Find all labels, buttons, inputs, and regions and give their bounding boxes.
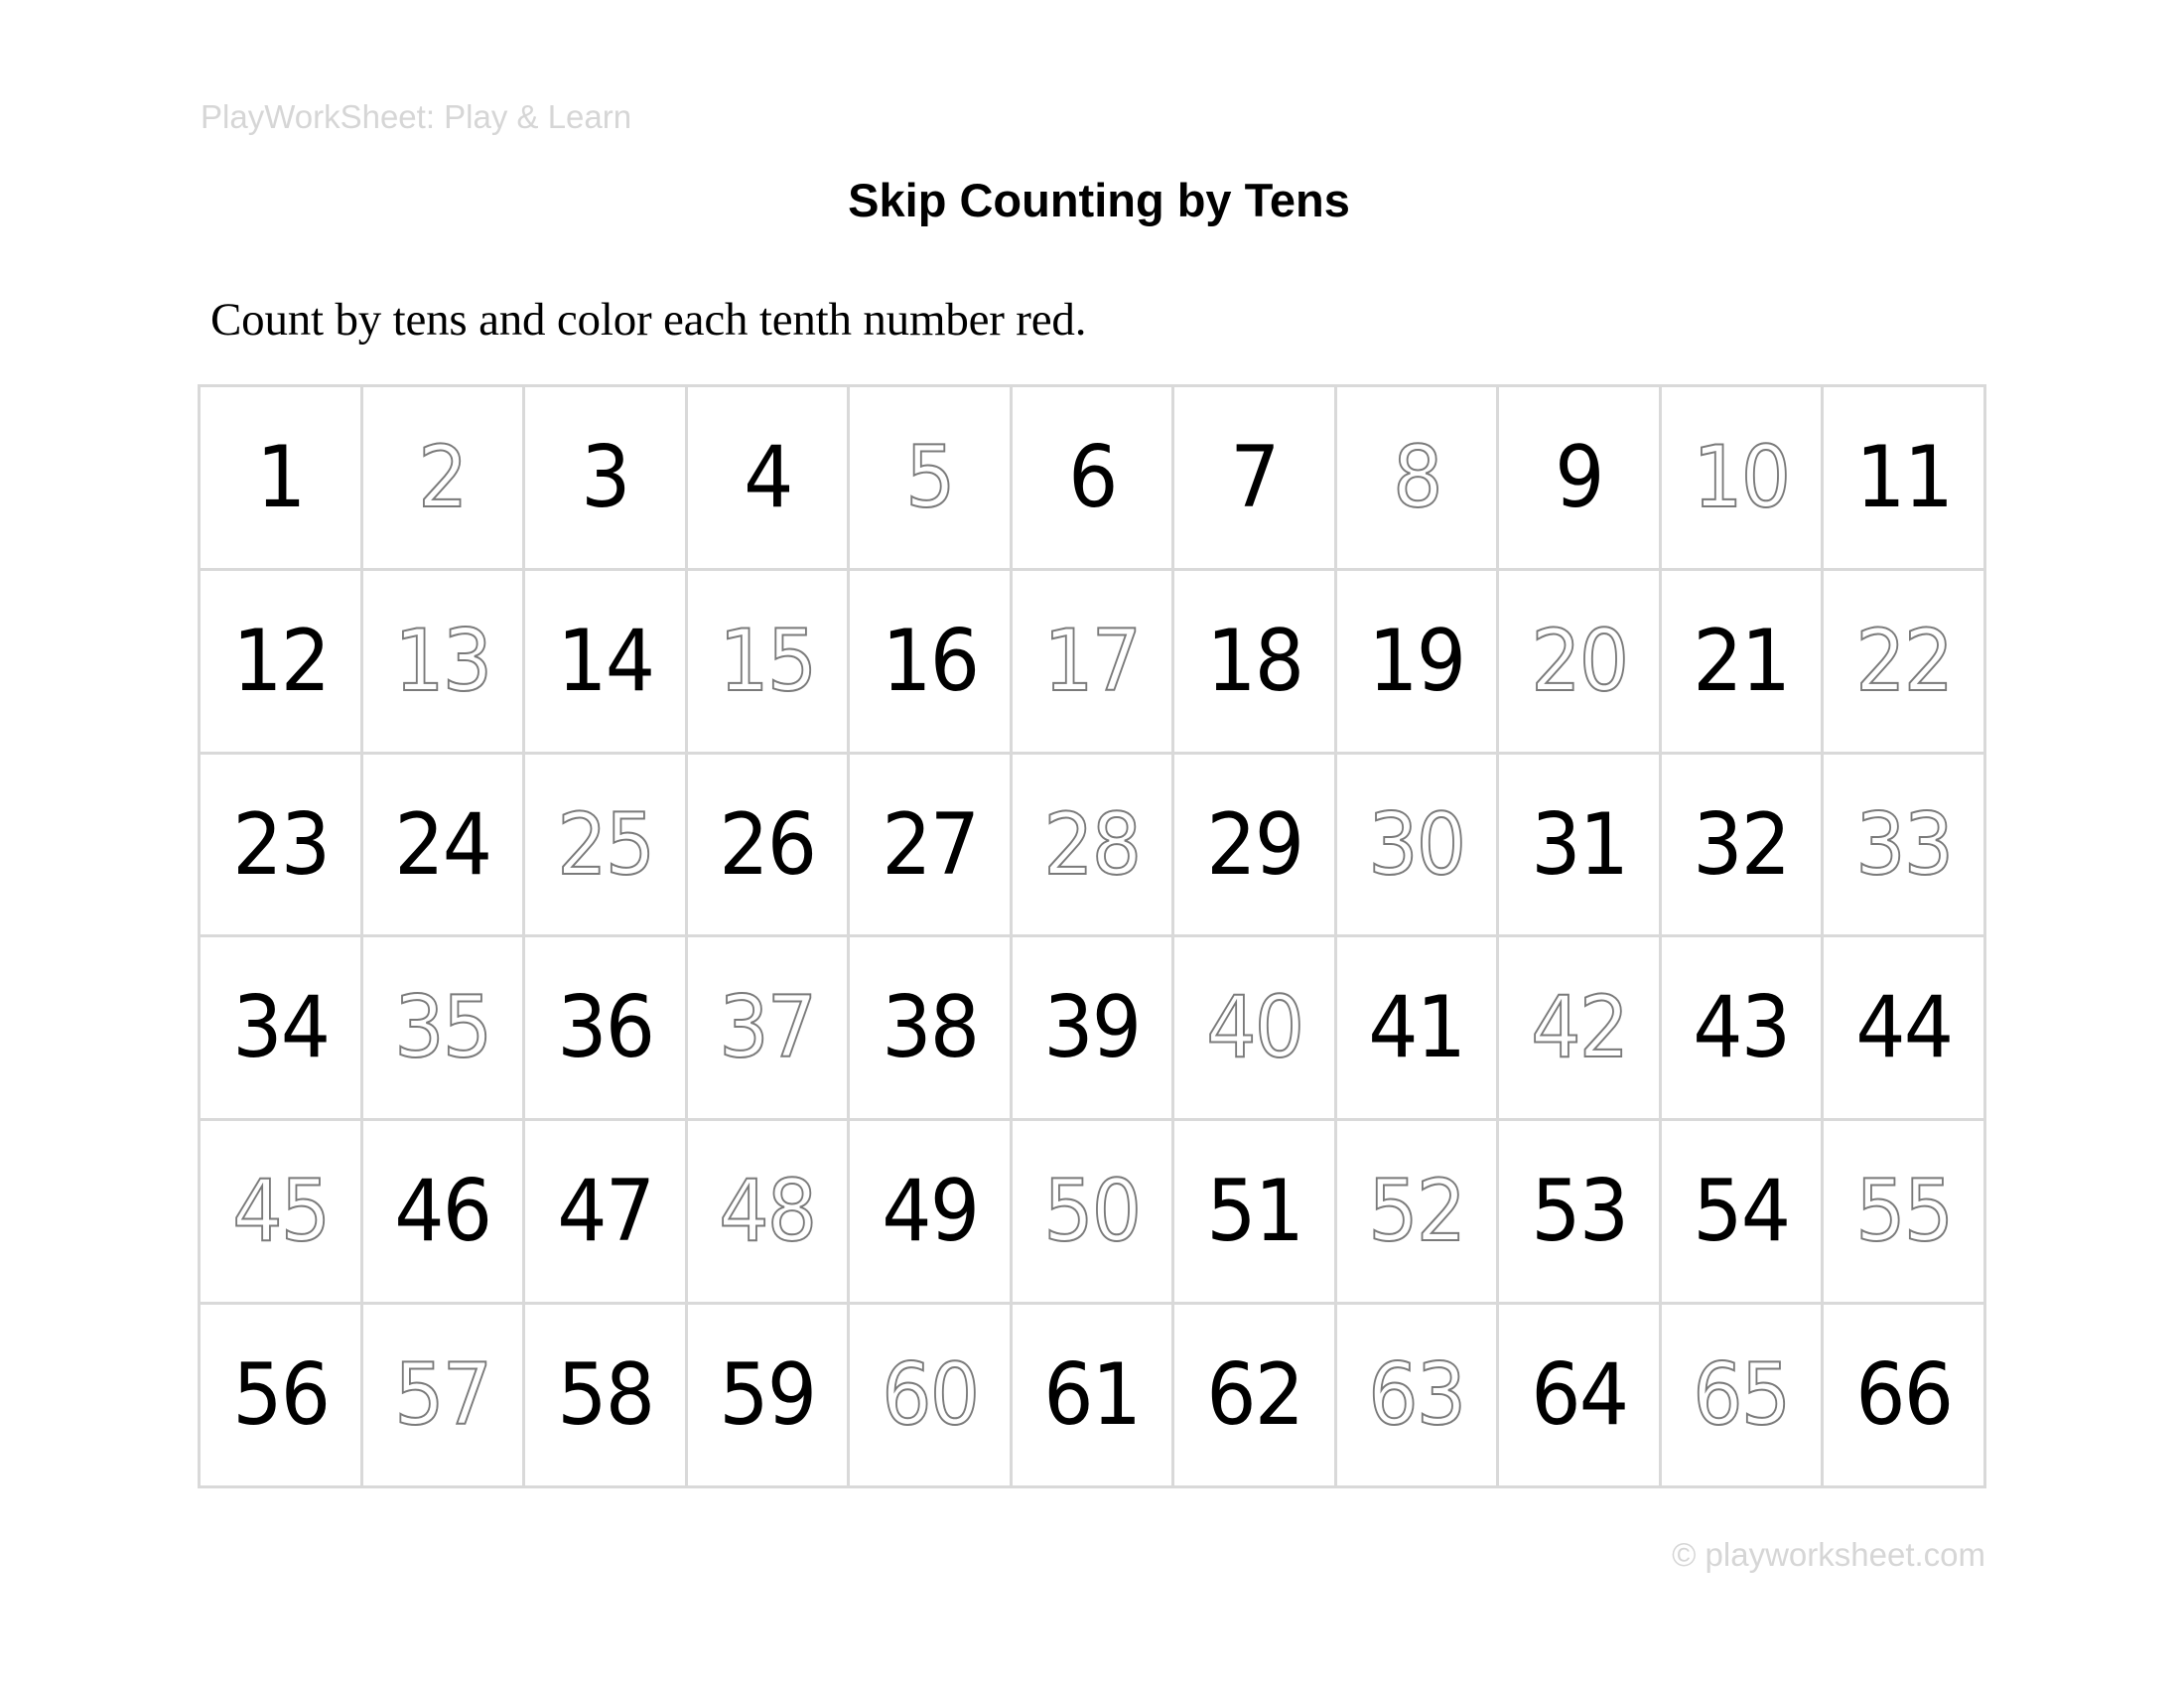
solid-number: 46 [394, 1162, 491, 1262]
number-cell[interactable] [201, 755, 363, 938]
solid-number: 14 [556, 611, 653, 711]
number-cell[interactable] [1013, 571, 1175, 755]
number-cell[interactable] [1662, 937, 1825, 1121]
outline-number: 50 [1043, 1162, 1141, 1262]
solid-number: 27 [881, 794, 978, 895]
outline-number: 25 [556, 794, 653, 895]
outline-number: 5 [905, 427, 954, 527]
number-cell[interactable] [363, 755, 526, 938]
solid-number: 49 [881, 1162, 978, 1262]
page-title: Skip Counting by Tens [848, 174, 1350, 226]
number-cell[interactable] [850, 755, 1013, 938]
number-cell[interactable] [1499, 571, 1662, 755]
solid-number: 47 [556, 1162, 653, 1262]
outline-number: 10 [1693, 427, 1790, 527]
outline-number: 33 [1855, 794, 1953, 895]
number-cell[interactable] [201, 1305, 363, 1488]
outline-number: 30 [1368, 794, 1465, 895]
solid-number: 32 [1693, 794, 1790, 895]
solid-number: 24 [394, 794, 491, 895]
solid-number: 6 [1067, 427, 1117, 527]
solid-number: 51 [1206, 1162, 1303, 1262]
number-cell[interactable] [363, 1305, 526, 1488]
solid-number: 41 [1368, 978, 1465, 1078]
number-cell[interactable] [688, 1305, 851, 1488]
number-cell[interactable] [1013, 1121, 1175, 1305]
outline-number: 8 [1392, 427, 1441, 527]
number-cell[interactable] [1174, 1305, 1337, 1488]
solid-number: 1 [256, 427, 305, 527]
outline-number: 20 [1531, 611, 1628, 711]
solid-number: 23 [231, 794, 329, 895]
outline-number: 45 [231, 1162, 329, 1262]
number-grid [198, 384, 1986, 1488]
outline-number: 52 [1368, 1162, 1465, 1262]
solid-number: 31 [1531, 794, 1628, 895]
number-cell[interactable] [850, 1305, 1013, 1488]
solid-number: 21 [1693, 611, 1790, 711]
number-cell[interactable] [688, 755, 851, 938]
solid-number: 4 [743, 427, 792, 527]
outline-number: 22 [1855, 611, 1953, 711]
brand-header: PlayWorkSheet: Play & Learn [201, 98, 632, 135]
number-cell[interactable] [525, 755, 688, 938]
number-cell[interactable] [1499, 387, 1662, 571]
outline-number: 42 [1531, 978, 1628, 1078]
solid-number: 18 [1206, 611, 1303, 711]
number-cell[interactable] [1824, 1305, 1986, 1488]
solid-number: 43 [1693, 978, 1790, 1078]
outline-number: 40 [1206, 978, 1303, 1078]
solid-number: 61 [1043, 1345, 1141, 1446]
solid-number: 54 [1693, 1162, 1790, 1262]
solid-number: 19 [1368, 611, 1465, 711]
number-cell[interactable] [363, 571, 526, 755]
number-cell[interactable] [1337, 571, 1500, 755]
number-cell[interactable] [1013, 755, 1175, 938]
number-cell[interactable] [1174, 387, 1337, 571]
solid-number: 9 [1555, 427, 1603, 527]
outline-number: 2 [418, 427, 468, 527]
number-cell[interactable] [1174, 937, 1337, 1121]
number-cell[interactable] [1662, 1121, 1825, 1305]
instructions: Count by tens and color each tenth number red. [210, 294, 1087, 346]
outline-number: 48 [719, 1162, 816, 1262]
number-cell[interactable] [363, 937, 526, 1121]
solid-number: 16 [881, 611, 978, 711]
outline-number: 55 [1855, 1162, 1953, 1262]
number-cell[interactable] [1337, 1305, 1500, 1488]
footer-credit: © playworksheet.com [1672, 1536, 1985, 1573]
number-cell[interactable] [201, 1121, 363, 1305]
number-cell[interactable] [525, 937, 688, 1121]
solid-number: 64 [1531, 1345, 1628, 1446]
outline-number: 65 [1693, 1345, 1790, 1446]
solid-number: 3 [581, 427, 629, 527]
number-cell[interactable] [363, 387, 526, 571]
number-cell[interactable] [1824, 1121, 1986, 1305]
number-cell[interactable] [1499, 1305, 1662, 1488]
number-cell[interactable] [1499, 1121, 1662, 1305]
number-cell[interactable] [1337, 1121, 1500, 1305]
number-cell[interactable] [525, 387, 688, 571]
number-cell[interactable] [688, 387, 851, 571]
number-cell[interactable] [1174, 755, 1337, 938]
outline-number: 35 [394, 978, 491, 1078]
solid-number: 12 [231, 611, 329, 711]
solid-number: 59 [719, 1345, 816, 1446]
number-cell[interactable] [201, 387, 363, 571]
number-cell[interactable] [1662, 755, 1825, 938]
outline-number: 17 [1043, 611, 1141, 711]
number-cell[interactable] [850, 387, 1013, 571]
number-cell[interactable] [1174, 571, 1337, 755]
number-cell[interactable] [688, 571, 851, 755]
number-cell[interactable] [850, 571, 1013, 755]
number-cell[interactable] [1499, 937, 1662, 1121]
solid-number: 56 [231, 1345, 329, 1446]
outline-number: 57 [394, 1345, 491, 1446]
number-cell[interactable] [1662, 387, 1825, 571]
number-cell[interactable] [1824, 387, 1986, 571]
number-cell[interactable] [850, 1121, 1013, 1305]
solid-number: 34 [231, 978, 329, 1078]
number-cell[interactable] [1824, 571, 1986, 755]
solid-number: 36 [556, 978, 653, 1078]
number-cell[interactable] [525, 1121, 688, 1305]
solid-number: 58 [556, 1345, 653, 1446]
number-cell[interactable] [688, 1121, 851, 1305]
solid-number: 39 [1043, 978, 1141, 1078]
number-cell[interactable] [1824, 937, 1986, 1121]
outline-number: 37 [719, 978, 816, 1078]
number-cell[interactable] [1824, 755, 1986, 938]
solid-number: 7 [1230, 427, 1279, 527]
solid-number: 66 [1855, 1345, 1953, 1446]
number-cell[interactable] [688, 937, 851, 1121]
outline-number: 13 [394, 611, 491, 711]
number-cell[interactable] [525, 1305, 688, 1488]
number-cell[interactable] [525, 571, 688, 755]
number-cell[interactable] [1662, 1305, 1825, 1488]
number-cell[interactable] [1013, 1305, 1175, 1488]
solid-number: 29 [1206, 794, 1303, 895]
outline-number: 15 [719, 611, 816, 711]
number-cell[interactable] [363, 1121, 526, 1305]
solid-number: 11 [1855, 427, 1953, 527]
number-cell[interactable] [1662, 571, 1825, 755]
number-cell[interactable] [201, 937, 363, 1121]
outline-number: 63 [1368, 1345, 1465, 1446]
number-cell[interactable] [201, 571, 363, 755]
outline-number: 60 [881, 1345, 978, 1446]
number-cell[interactable] [1013, 387, 1175, 571]
solid-number: 44 [1855, 978, 1953, 1078]
number-cell[interactable] [1337, 755, 1500, 938]
number-cell[interactable] [1337, 387, 1500, 571]
number-cell[interactable] [1174, 1121, 1337, 1305]
solid-number: 38 [881, 978, 978, 1078]
solid-number: 26 [719, 794, 816, 895]
number-cell[interactable] [1499, 755, 1662, 938]
number-cell[interactable] [1013, 937, 1175, 1121]
number-cell[interactable] [1337, 937, 1500, 1121]
number-cell[interactable] [850, 937, 1013, 1121]
outline-number: 28 [1043, 794, 1141, 895]
solid-number: 62 [1206, 1345, 1303, 1446]
solid-number: 53 [1531, 1162, 1628, 1262]
